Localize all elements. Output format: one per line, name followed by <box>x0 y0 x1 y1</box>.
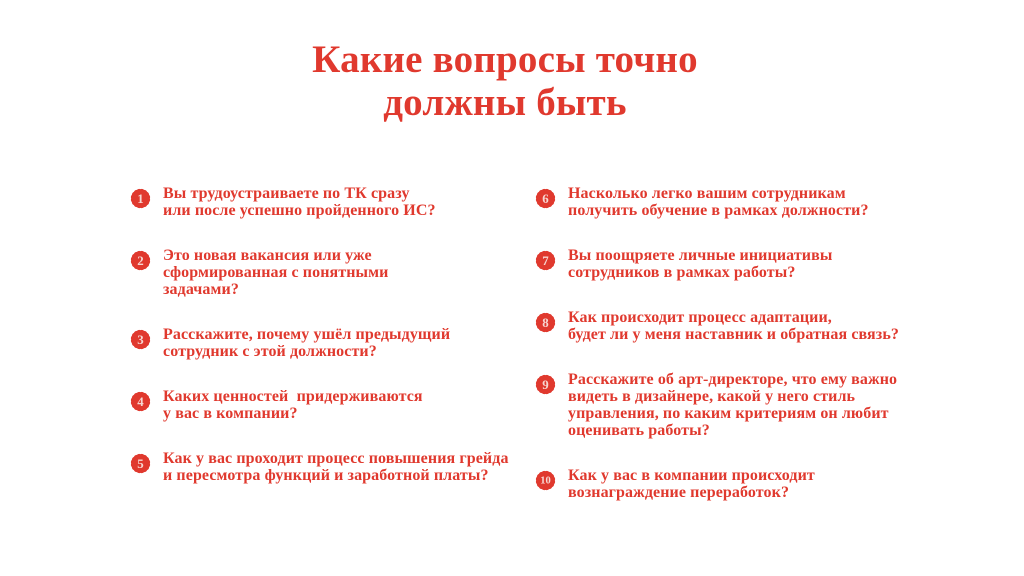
question-text-line: у вас в компании? <box>163 405 298 422</box>
question-number: 7 <box>542 254 549 269</box>
question-number: 5 <box>137 457 144 472</box>
question-item <box>535 309 899 343</box>
question-item <box>535 467 899 501</box>
question-text-line: Расскажите, почему ушёл предыдущий <box>163 326 451 343</box>
question-text-line: будет ли у меня наставник и обратная связь? <box>568 326 899 343</box>
question-item <box>130 388 509 422</box>
question-text-line: вознаграждение переработок? <box>568 484 790 501</box>
question-number: 6 <box>542 192 549 207</box>
question-text-line: получить обучение в рамках должности? <box>568 202 869 219</box>
question-text-line: сформированная с понятными <box>163 264 389 281</box>
question-text-line: или после успешно пройденного ИС? <box>163 202 436 219</box>
question-text-line: видеть в дизайнере, какой у него стиль <box>568 388 856 405</box>
question-text-line: сотрудник с этой должности? <box>163 343 377 360</box>
question-text-line: Вы поощряете личные инициативы <box>568 247 833 264</box>
question-item <box>130 450 509 484</box>
question-text-line: Как у вас проходит процесс повышения грейда <box>163 450 509 467</box>
question-number: 9 <box>542 378 549 393</box>
question-number: 10 <box>540 475 551 487</box>
question-number-badge-icon <box>535 374 556 395</box>
question-text <box>568 467 815 501</box>
question-number: 1 <box>137 192 144 207</box>
page-title-line-1: Какие вопросы точно <box>312 38 698 81</box>
question-number-badge-icon <box>535 250 556 271</box>
question-text <box>163 326 450 360</box>
question-text-line: Как у вас в компании происходит <box>568 467 815 484</box>
page-title-line-2: должны быть <box>383 81 627 124</box>
question-item <box>535 247 899 281</box>
question-number-badge-icon <box>130 188 151 209</box>
question-number-badge-icon <box>130 250 151 271</box>
page-title <box>0 38 1010 124</box>
question-text <box>163 388 423 422</box>
question-text <box>163 450 509 484</box>
question-text <box>163 185 436 219</box>
question-text-line: и пересмотра функций и заработной платы? <box>163 467 489 484</box>
question-text-line: Расскажите об арт-директоре, что ему важно <box>568 371 898 388</box>
question-text <box>568 309 899 343</box>
question-text-line: Это новая вакансия или уже <box>163 247 372 264</box>
question-text-line: Как происходит процесс адаптации, <box>568 309 832 326</box>
question-text <box>568 247 832 281</box>
question-text <box>568 185 869 219</box>
question-text-line: Вы трудоустраиваете по ТК сразу <box>163 185 410 202</box>
question-text-line: сотрудников в рамках работы? <box>568 264 796 281</box>
question-number: 8 <box>542 316 549 331</box>
question-item <box>130 247 509 298</box>
question-text <box>163 247 388 298</box>
question-item <box>130 326 509 360</box>
question-number-badge-icon <box>535 470 556 491</box>
question-text-line: Насколько легко вашим сотрудникам <box>568 185 846 202</box>
question-number: 3 <box>137 333 144 348</box>
question-number: 4 <box>137 395 144 410</box>
questions-column-left <box>130 185 509 484</box>
question-text <box>568 371 897 439</box>
question-text-line: задачами? <box>163 281 239 298</box>
question-text-line: Каких ценностей придерживаются <box>163 388 423 405</box>
question-item <box>535 185 899 219</box>
question-number-badge-icon <box>130 391 151 412</box>
question-number-badge-icon <box>130 329 151 350</box>
question-number-badge-icon <box>535 188 556 209</box>
question-text-line: оценивать работы? <box>568 422 710 439</box>
question-number: 2 <box>137 254 144 269</box>
question-item <box>535 371 899 439</box>
question-item <box>130 185 509 219</box>
questions-column-right <box>535 185 899 501</box>
question-number-badge-icon <box>130 453 151 474</box>
question-text-line: управления, по каким критериям он любит <box>568 405 889 422</box>
question-number-badge-icon <box>535 312 556 333</box>
